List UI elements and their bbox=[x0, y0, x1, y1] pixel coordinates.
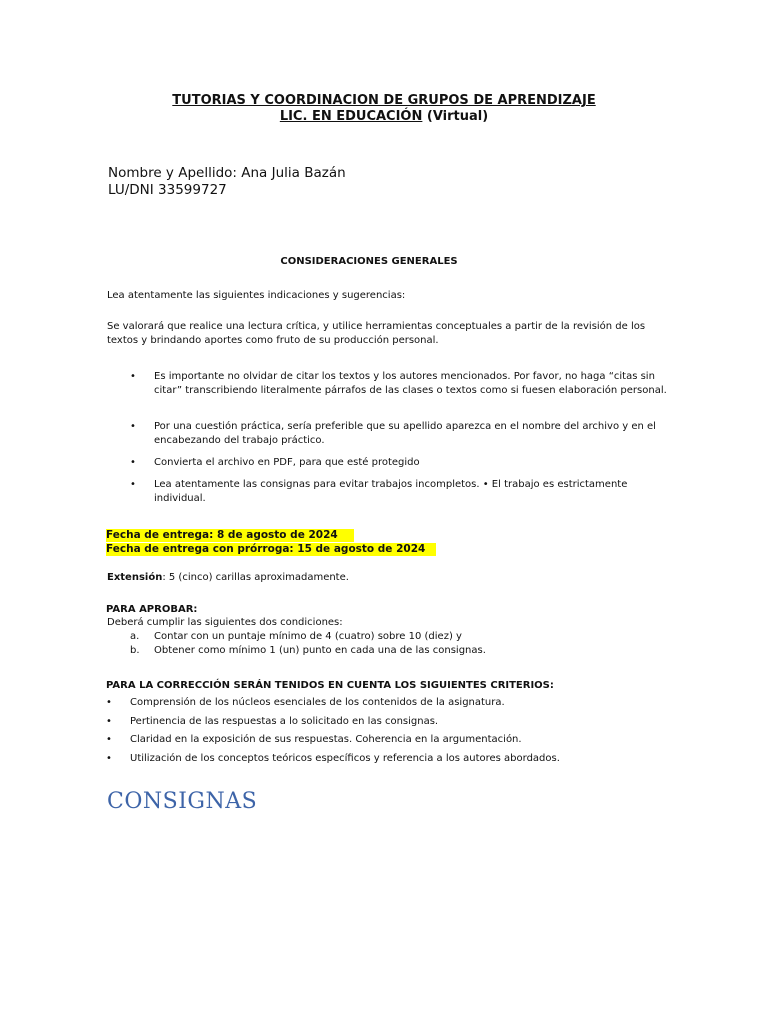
list-item: b. Obtener como mínimo 1 (un) punto en cada una de las consignas. bbox=[130, 644, 486, 656]
bullet-icon: • bbox=[130, 371, 136, 382]
criteria-list bbox=[106, 696, 666, 770]
program-modality: (Virtual) bbox=[422, 109, 489, 124]
list-item: • Convierta el archivo en PDF, para que esté protegido bbox=[130, 457, 420, 468]
criteria-heading: PARA LA CORRECCIÓN SERÁN TENIDOS EN CUENTA LOS SIGUIENTES CRITERIOS: bbox=[106, 680, 554, 691]
general-intro: Lea atentamente las siguientes indicaciones y sugerencias: bbox=[107, 290, 406, 301]
document-title: TUTORIAS Y COORDINACION DE GRUPOS DE APRENDIZAJE bbox=[172, 93, 596, 108]
list-item: • Claridad en la exposición de sus respuestas. Coherencia en la argumentación. bbox=[106, 734, 522, 745]
delivery-date: Fecha de entrega: 8 de agosto de 2024 bbox=[106, 523, 354, 542]
general-considerations-heading: CONSIDERACIONES GENERALES bbox=[280, 256, 458, 267]
bullet-icon: • bbox=[106, 734, 112, 745]
program-name: LIC. EN EDUCACIÓN bbox=[279, 109, 423, 124]
bullet-icon: • bbox=[130, 457, 136, 468]
document-subtitle bbox=[0, 108, 768, 125]
length-requirement bbox=[107, 571, 667, 585]
bullet-icon: • bbox=[130, 421, 136, 432]
list-item: a. Contar con un puntaje mínimo de 4 (cuatro) sobre 10 (diez) y bbox=[130, 631, 462, 642]
general-paragraph: Se valorará que realice una lectura crítica, y utilice herramientas conceptuales a partir de la revisión de los textos y brindando aportes como fruto de su producción personal. bbox=[107, 321, 646, 346]
list-item: • Lea atentamente las consignas para evitar trabajos incompletos. • El trabajo es estrictamente individual. bbox=[130, 479, 628, 504]
extension-date: Fecha de entrega con prórroga: 15 de agosto de 2024 bbox=[106, 537, 436, 556]
approve-conditions bbox=[130, 630, 486, 657]
bullet-icon: • bbox=[130, 479, 136, 490]
list-item: • Por una cuestión práctica, sería preferible que su apellido aparezca en el nombre del archivo y en el encabezando del trabajo práctico. bbox=[130, 421, 656, 446]
bullet-icon: • bbox=[106, 715, 112, 727]
list-item: • Comprensión de los núcleos esenciales de los contenidos de la asignatura. bbox=[106, 697, 505, 708]
consignas-heading: CONSIGNAS bbox=[107, 789, 258, 814]
bullet-icon: • bbox=[106, 697, 112, 708]
bullet-icon: • bbox=[106, 752, 112, 764]
student-name: Nombre y Apellido: Ana Julia Bazán bbox=[108, 165, 346, 181]
length-value: : 5 (cinco) carillas aproximadamente. bbox=[162, 572, 349, 583]
length-label: Extensión bbox=[107, 572, 163, 583]
list-item: • Es importante no olvidar de citar los textos y los autores mencionados. Por favor, no haga “citas sin citar” transcribiendo literalmente párrafos de las clases o textos como si fuesen elaboración personal. bbox=[130, 371, 667, 396]
approve-heading: PARA APROBAR: bbox=[106, 604, 198, 615]
student-dni: LU/DNI 33599727 bbox=[108, 182, 227, 198]
approve-intro: Deberá cumplir las siguientes dos condiciones: bbox=[107, 617, 343, 628]
list-item: • Utilización de los conceptos teóricos específicos y referencia a los autores abordados. bbox=[106, 752, 560, 764]
list-item: • Pertinencia de las respuestas a lo solicitado en las consignas. bbox=[106, 715, 439, 727]
